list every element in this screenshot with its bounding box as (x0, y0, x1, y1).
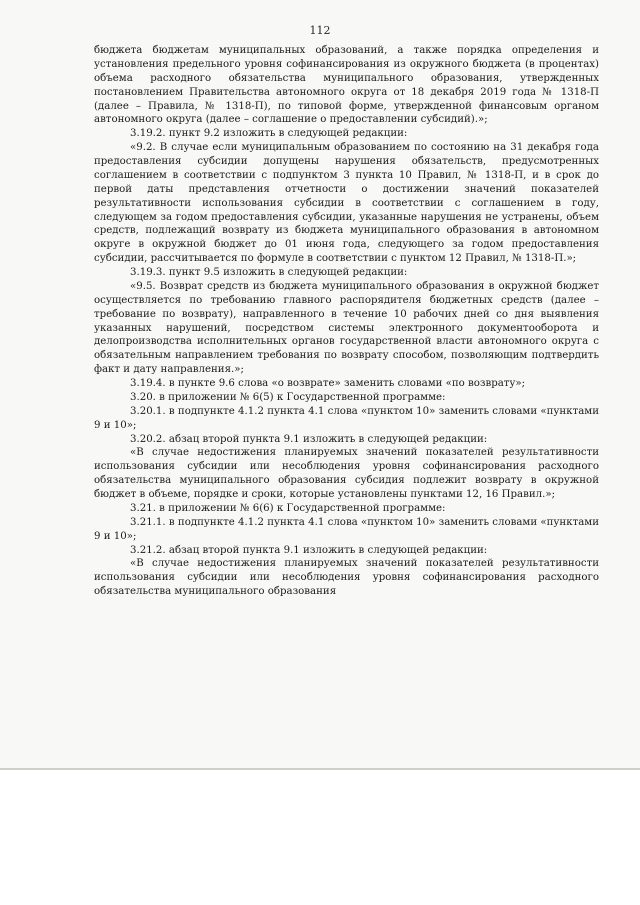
paragraph-quote-3-21-2: «В случае недостижения планируемых значений показателей результативности использования субсидии или несоблюдения уровня софинансирования расходного обязательства муниципального образования (94, 558, 599, 598)
paragraph-continuation: бюджета бюджетам муниципальных образований, а также порядка определения и установления предельного уровня софинансирования из окружного бюджета (в процентах) объема расходного обязательства муниципального образования, утвержденных постановлением Правительства автономного округа от 18 декабря 2019 года № 1318-П (далее – Правила, № 1318-П), по типовой форме, утвержденной финансовым органом автономного округа (далее – соглашение о предоставлении субсидий).»; (94, 45, 599, 126)
page-number: 112 (309, 24, 331, 37)
paragraph-quote-3-20-2: «В случае недостижения планируемых значений показателей результативности использования субсидии или несоблюдения уровня софинансирования расходного обязательства муниципального образования субсидия подлежит возврату в окружной бюджет в объеме, порядке и сроки, которые установлены пунктами 12, 16 Правил.»; (94, 447, 599, 500)
paragraph-3-20-2: 3.20.2. абзац второй пункта 9.1 изложить в следующей редакции: (130, 433, 488, 445)
paragraph-3-20: 3.20. в приложении № 6(5) к Государственной программе: (130, 391, 446, 403)
paragraph-3-21: 3.21. в приложении № 6(6) к Государственной программе: (130, 502, 446, 514)
page-edge (0, 768, 640, 770)
paragraph-3-19-2: 3.19.2. пункт 9.2 изложить в следующей редакции: (130, 128, 408, 140)
paragraph-quote-9-2: «9.2. В случае если муниципальным образованием по состоянию на 31 декабря года предоставления субсидии допущены нарушения обязательств, предусмотренных соглашением в соответствии с подпунктом 3 пункта 10 Правил, № 1318-П, и в срок до первой даты представления отчетности о достижении значений показателей результативности использования субсидии в соответствии с соглашением в году, следующем за годом предоставления субсидии, указанные нарушения не устранены, объем средств, подлежащий возврату из бюджета муниципального образования в автономном округе в окружной бюджет до 01 июня года, следующего за годом предоставления субсидии, рассчитывается по формуле в соответствии с пунктом 12 Правил, № 1318-П.»; (94, 142, 599, 265)
document-body (94, 44, 599, 599)
paragraph-quote-9-5: «9.5. Возврат средств из бюджета муниципального образования в окружной бюджет осуществляется по требованию главного распорядителя бюджетных средств (далее – требование по возврату), направленного в течение 10 рабочих дней со дня выявления указанных нарушений, посредством системы электронного документооборота и делопроизводства исполнительных органов государственной власти автономного округа с обязательным направлением требования по возврату способом, позволяющим подтвердить факт и дату направления.»; (94, 280, 599, 376)
paragraph-3-21-1: 3.21.1. в подпункте 4.1.2 пункта 4.1 слова «пунктом 10» заменить словами «пунктами 9 и 10»; (94, 516, 599, 542)
paragraph-3-19-3: 3.19.3. пункт 9.5 изложить в следующей редакции: (130, 267, 408, 278)
paragraph-3-21-2: 3.21.2. абзац второй пункта 9.1 изложить в следующей редакции: (130, 544, 488, 556)
paragraph-3-19-4: 3.19.4. в пункте 9.6 слова «о возврате» заменить словами «по возврату»; (130, 378, 526, 389)
paragraph-3-20-1: 3.20.1. в подпункте 4.1.2 пункта 4.1 слова «пунктом 10» заменить словами «пунктами 9 и 10»; (94, 405, 599, 431)
